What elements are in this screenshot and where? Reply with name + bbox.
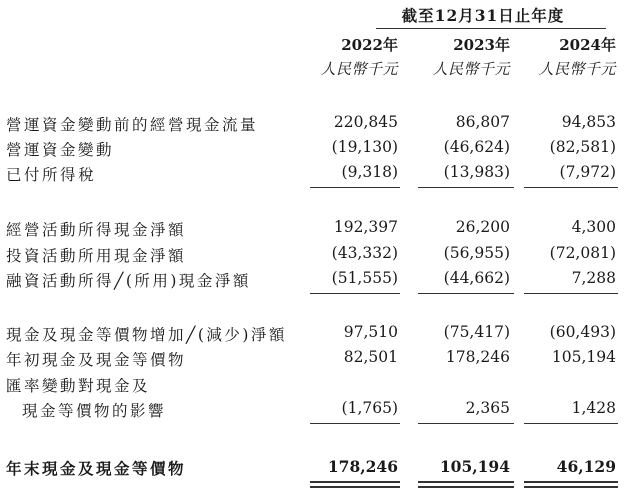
total-value-2024: 46,129 xyxy=(556,457,616,476)
subtotal-rule xyxy=(418,293,514,294)
subtotal-rule xyxy=(418,423,514,424)
row-value-2022: 192,397 xyxy=(333,218,398,236)
row-value-2022: (9,318) xyxy=(341,163,398,181)
row-value-2024: 94,853 xyxy=(561,113,616,131)
row-value-2022: 82,501 xyxy=(343,348,398,366)
subtotal-rule xyxy=(524,293,618,294)
total-value-2023: 105,194 xyxy=(439,457,510,476)
row-label: 營運資金變動 xyxy=(6,141,115,159)
row-label: 融資活動所得╱(所用)現金淨額 xyxy=(6,272,251,290)
row-value-2023: 2,365 xyxy=(465,399,510,417)
subtotal-rule xyxy=(524,187,618,188)
row-value-2024: (60,493) xyxy=(549,323,616,341)
row-value-2023: (44,662) xyxy=(443,269,510,287)
unit-label-2022: 人民幣千元 xyxy=(320,60,398,78)
subtotal-rule xyxy=(524,423,618,424)
total-double-rule-top xyxy=(310,481,400,483)
subtotal-rule xyxy=(310,293,400,294)
total-value-2022: 178,246 xyxy=(327,457,398,476)
row-value-2023: 178,246 xyxy=(445,348,510,366)
row-value-2024: 7,288 xyxy=(571,269,616,287)
row-value-2022: (51,555) xyxy=(331,269,398,287)
total-double-rule-top xyxy=(418,481,514,483)
row-label: 現金等價物的影響 xyxy=(22,402,167,420)
row-value-2024: 4,300 xyxy=(571,218,616,236)
row-value-2022: (43,332) xyxy=(331,244,398,262)
row-value-2022: 97,510 xyxy=(343,323,398,341)
year-header-2022: 2022年 xyxy=(341,36,398,54)
row-value-2022: 220,845 xyxy=(333,113,398,131)
row-value-2023: 86,807 xyxy=(455,113,510,131)
row-value-2023: (13,983) xyxy=(443,163,510,181)
row-label: 經營活動所得現金淨額 xyxy=(6,221,187,239)
subtotal-rule xyxy=(310,187,400,188)
row-value-2024: 105,194 xyxy=(551,348,616,366)
total-double-rule-bottom xyxy=(524,486,618,488)
row-value-2023: 26,200 xyxy=(455,218,510,236)
row-value-2023: (46,624) xyxy=(443,138,510,156)
subtotal-rule xyxy=(310,423,400,424)
row-value-2024: 1,428 xyxy=(571,399,616,417)
unit-label-2023: 人民幣千元 xyxy=(432,60,510,78)
row-value-2024: (82,581) xyxy=(549,138,616,156)
row-value-2022: (19,130) xyxy=(331,138,398,156)
row-value-2024: (72,081) xyxy=(549,244,616,262)
row-label: 現金及現金等價物增加╱(減少)淨額 xyxy=(6,326,287,344)
row-value-2023: (75,417) xyxy=(443,323,510,341)
header-underline xyxy=(376,28,606,29)
row-value-2023: (56,955) xyxy=(443,244,510,262)
year-header-2023: 2023年 xyxy=(453,36,510,54)
row-value-2022: (1,765) xyxy=(341,399,398,417)
row-label: 營運資金變動前的經營現金流量 xyxy=(6,116,259,134)
total-double-rule-top xyxy=(524,481,618,483)
subtotal-rule xyxy=(418,187,514,188)
row-label: 已付所得稅 xyxy=(6,166,97,184)
total-label: 年末現金及現金等價物 xyxy=(6,459,187,478)
total-double-rule-bottom xyxy=(310,486,400,488)
row-label: 投資活動所用現金淨額 xyxy=(6,247,187,265)
row-label: 年初現金及現金等價物 xyxy=(6,351,187,369)
year-header-2024: 2024年 xyxy=(559,36,616,54)
unit-label-2024: 人民幣千元 xyxy=(538,60,616,78)
row-label: 匯率變動對現金及 xyxy=(6,377,151,395)
period-header: 截至12月31日止年度 xyxy=(401,6,565,25)
row-value-2024: (7,972) xyxy=(559,163,616,181)
total-double-rule-bottom xyxy=(418,486,514,488)
